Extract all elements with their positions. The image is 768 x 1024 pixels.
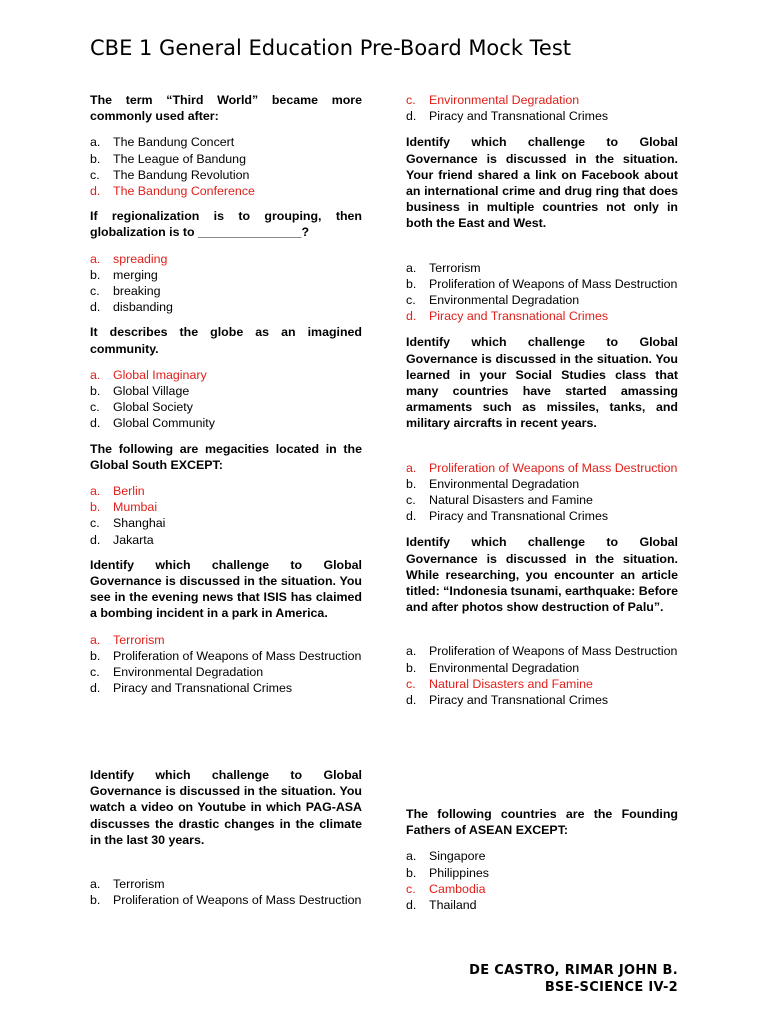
question-1: The term “Third World” became more commonly used after: bbox=[90, 93, 362, 124]
option: a. The Bandung Concert bbox=[90, 135, 235, 150]
question-6: Identify which challenge to Global Governance is discussed in the situation. You watch a video on Youtube in which PAG-ASA discusses the drastic changes in the climate in the last 30 years. bbox=[90, 768, 362, 847]
option-correct: d. The Bandung Conference bbox=[90, 184, 255, 199]
option-correct: d. Piracy and Transnational Crimes bbox=[406, 309, 609, 324]
left-column bbox=[90, 92, 362, 697]
option: b. Philippines bbox=[406, 865, 489, 880]
left-column-bottom bbox=[90, 767, 362, 908]
option: d. Piracy and Transnational Crimes bbox=[406, 109, 609, 124]
question-3: It describes the globe as an imagined community. bbox=[90, 325, 362, 356]
option: d. Global Community bbox=[90, 416, 215, 431]
page-title: CBE 1 General Education Pre-Board Mock Test bbox=[90, 36, 572, 60]
options-3 bbox=[90, 367, 362, 432]
option: c. The Bandung Revolution bbox=[90, 167, 250, 182]
option: a. Proliferation of Weapons of Mass Destruction bbox=[406, 644, 678, 659]
option: a. Terrorism bbox=[406, 260, 481, 275]
question-9: Identify which challenge to Global Governance is discussed in the situation. While researching, you encounter an article titled: “Indonesia tsunami, earthquake: Before and after photos show destruction of Palu”. bbox=[406, 535, 678, 615]
option: c. Environmental Degradation bbox=[406, 293, 580, 308]
option-correct: a. Proliferation of Weapons of Mass Destruction bbox=[406, 460, 678, 475]
right-column-bottom bbox=[406, 806, 678, 913]
option-correct: c. Environmental Degradation bbox=[406, 93, 580, 107]
option: b. Proliferation of Weapons of Mass Destruction bbox=[90, 648, 362, 663]
option: d. Thailand bbox=[406, 898, 477, 913]
option: b. Global Village bbox=[90, 384, 190, 399]
author-name: DE CASTRO, RIMAR JOHN B. bbox=[469, 963, 678, 978]
option-correct: a. Global Imaginary bbox=[90, 367, 207, 382]
options-7 bbox=[406, 260, 678, 325]
question-5: Identify which challenge to Global Governance is discussed in the situation. You see in the evening news that ISIS has claimed a bombing incident in a park in America. bbox=[90, 557, 362, 621]
option: d. Piracy and Transnational Crimes bbox=[406, 693, 609, 708]
question-8: Identify which challenge to Global Governance is discussed in the situation. You learned in your Social Studies class that many countries have started amassing armaments such as missiles, tanks, and military aircrafts in recent years. bbox=[406, 335, 678, 431]
right-column bbox=[406, 92, 678, 708]
option: c. breaking bbox=[90, 284, 161, 299]
options-8 bbox=[406, 460, 678, 525]
option: d. Piracy and Transnational Crimes bbox=[90, 681, 293, 696]
option: b. Proliferation of Weapons of Mass Destruction bbox=[90, 893, 362, 908]
option-correct: c. Natural Disasters and Famine bbox=[406, 676, 593, 691]
option: d. disbanding bbox=[90, 300, 173, 315]
question-2: If regionalization is to grouping, then globalization is to _______________? bbox=[90, 209, 362, 240]
option-correct: b. Mumbai bbox=[90, 500, 158, 515]
options-9 bbox=[406, 643, 678, 708]
options-10 bbox=[406, 848, 678, 913]
option: d. Jakarta bbox=[90, 532, 154, 547]
option-correct: a. Berlin bbox=[90, 484, 145, 499]
author-signature bbox=[469, 963, 678, 996]
option-correct: a. Terrorism bbox=[90, 632, 165, 647]
options-2 bbox=[90, 251, 362, 316]
option: c. Global Society bbox=[90, 400, 193, 415]
option: c. Environmental Degradation bbox=[90, 665, 264, 680]
option: c. Shanghai bbox=[90, 516, 166, 531]
option: a. Singapore bbox=[406, 849, 486, 864]
option: c. Natural Disasters and Famine bbox=[406, 493, 593, 508]
options-6-continued bbox=[406, 92, 678, 124]
option: b. Proliferation of Weapons of Mass Destruction bbox=[406, 276, 678, 291]
option: b. Environmental Degradation bbox=[406, 476, 580, 491]
question-4: The following are megacities located in the Global South EXCEPT: bbox=[90, 441, 362, 472]
question-10: The following countries are the Founding Fathers of ASEAN EXCEPT: bbox=[406, 807, 678, 838]
option-correct: a. spreading bbox=[90, 251, 168, 266]
options-1 bbox=[90, 134, 362, 199]
options-4 bbox=[90, 483, 362, 548]
option: b. merging bbox=[90, 267, 158, 282]
option: a. Terrorism bbox=[90, 877, 165, 892]
options-5 bbox=[90, 632, 362, 697]
options-6 bbox=[90, 876, 362, 908]
option: b. Environmental Degradation bbox=[406, 660, 580, 675]
option-correct: c. Cambodia bbox=[406, 881, 486, 896]
question-7: Identify which challenge to Global Governance is discussed in the situation. Your friend shared a link on Facebook about an international crime and drug ring that does business in multiple countries not only in both the East and West. bbox=[406, 135, 678, 231]
option: d. Piracy and Transnational Crimes bbox=[406, 509, 609, 524]
option: b. The League of Bandung bbox=[90, 151, 246, 166]
author-section: BSE-SCIENCE IV-2 bbox=[544, 979, 678, 995]
